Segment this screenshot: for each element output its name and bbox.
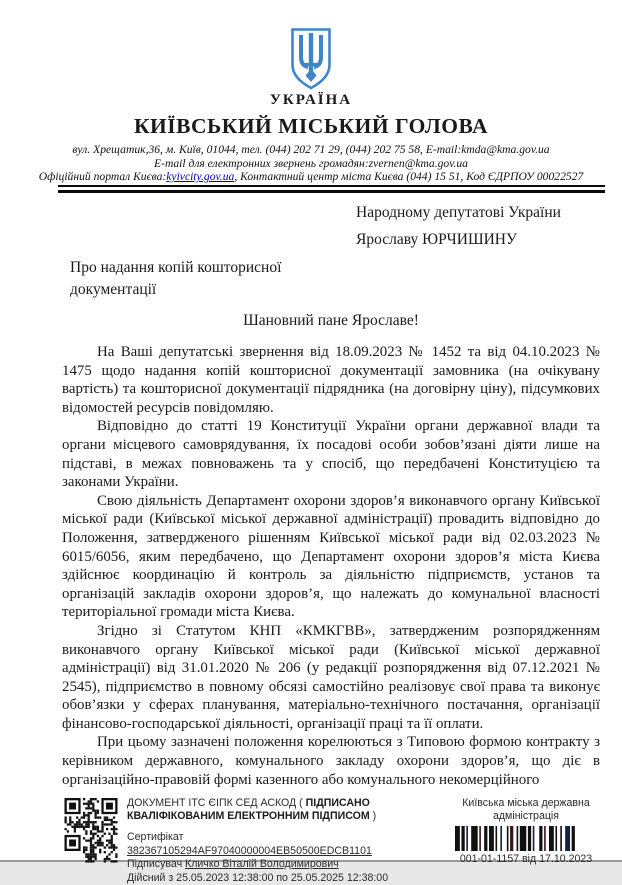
recipient-name: Ярославу ЮРЧИШИНУ (356, 231, 517, 248)
signer-label: Підписувач (127, 858, 186, 871)
recipient-title: Народному депутатові України (356, 204, 561, 221)
registration-barcode-icon (455, 826, 597, 851)
doc-system-label: ДОКУМЕНТ ІТС ЄІПК СЕД АСКОД ( (127, 797, 306, 809)
paragraph-4: Згідно зі Статутом КНП «КМКГВВ», затвердженим розпорядженням виконавчого органу Київської міської ради (Київської міської державної адміністрації) від 31.01.2020 № 206 (у редакції розпорядження від 07.12.2021 № 2545), підприємство в повному обсязі самостійно реалізовує свої права та виконує обов’язки у сферах планування, матеріально-технічного постачання, організації фінансово-господарської діяльності, організації праці та її оплати. (62, 622, 600, 732)
address-line-3 (0, 170, 622, 184)
registration-number: 001-01-1157 від 17.10.2023 (459, 853, 593, 865)
letter-body (62, 343, 600, 789)
paragraph-3: Свою діяльність Департамент охорони здоров’я виконавчого органу Київської міської ради (Київської міської державної адміністрації) провадить відповідно до Положення, затвердженого рішенням Київської міської ради від 02.03.2023 № 6015/6056, яким передбачено, що Департамент охорони здоров’я міста Києва здійснює координацію й контроль за діяльністю підприємств, установ та організацій закладів охорони здоров’я, що належать до комунальної власності територіальної громади міста Києва. (62, 492, 600, 621)
country-label: УКРАЇНА (269, 92, 353, 108)
organization-title: КИЇВСЬКИЙ МІСЬКИЙ ГОЛОВА (133, 114, 489, 138)
doc-system-suffix: ) (369, 810, 377, 823)
address-line-2: E-mail для електронних звернень громадян:zvernen@kma.gov.ua (154, 156, 468, 170)
paragraph-5: При цьому зазначені положення корелюються з Типовою формою контракту з керівником державного, комунального закладу охорони здоров’я, що діє в організаційно-правовій формі казенного або комунального некомерційного (62, 734, 600, 788)
contact-center-label: , Контактний центр міста Києва (044) 15 51, Код ЄДРПОУ 00022527 (234, 170, 584, 184)
signer-name: Кличко Віталій Володимирович (185, 858, 339, 871)
certificate-line (127, 831, 425, 857)
address-line-1: вул. Хрещатик,36, м. Київ, 01044, тел. (044) 202 71 29, (044) 202 75 58, E-mail:kmda@kma.gov.ua (72, 143, 550, 156)
signature-system-line (127, 797, 425, 823)
ukraine-trident-emblem-icon (0, 27, 622, 91)
signature-info (127, 797, 425, 885)
kyivcity-portal-link[interactable]: kyivcity.gov.ua (166, 170, 235, 184)
portal-label: Офіційний портал Києва: (38, 170, 167, 184)
subject-block (70, 257, 281, 300)
registration-stamp (438, 797, 614, 866)
signer-line (127, 858, 425, 871)
subject-line-2: документації (70, 280, 157, 298)
certificate-number: 382367105294AF97040000004EB50500EDCB1101 (127, 844, 372, 857)
recipient-block (356, 199, 561, 253)
paragraph-2: Відповідно до статті 19 Конституції України органи державної влади та органи місцевого самоврядування, їх посадові особи зобов’язані діяти лише на підставі, в межах повноважень та у спосіб, що передбачені Конституцією та законами України. (62, 418, 600, 491)
signed-qualified-label: ПІДПИСАНО КВАЛІФІКОВАНИМ ЕЛЕКТРОННИМ ПІДПИСОМ (127, 797, 370, 823)
letterhead-contacts (0, 143, 622, 184)
letterhead-divider (58, 185, 605, 193)
qr-code-icon (62, 798, 120, 862)
greeting: Шановний пане Ярославе! (243, 312, 419, 329)
letterhead (0, 0, 622, 184)
subject-line-1: Про надання копій кошторисної (70, 259, 282, 276)
paragraph-1: На Ваші депутатські звернення від 18.09.2023 № 1452 та від 04.10.2023 № 1475 щодо надання копій кошторисної документації замовника (на очікувану вартість) та кошторисної документації підрядника (на договірну ціну), підсумкових відомостей ресурсів повідомляю. (62, 344, 600, 416)
validity-line: Дійсний з 25.05.2023 12:38:00 по 25.05.2025 12:38:00 (127, 872, 389, 885)
certificate-label: Сертифікат (127, 831, 184, 844)
stamp-org-name: Київська міська державна адміністрація (462, 797, 590, 822)
